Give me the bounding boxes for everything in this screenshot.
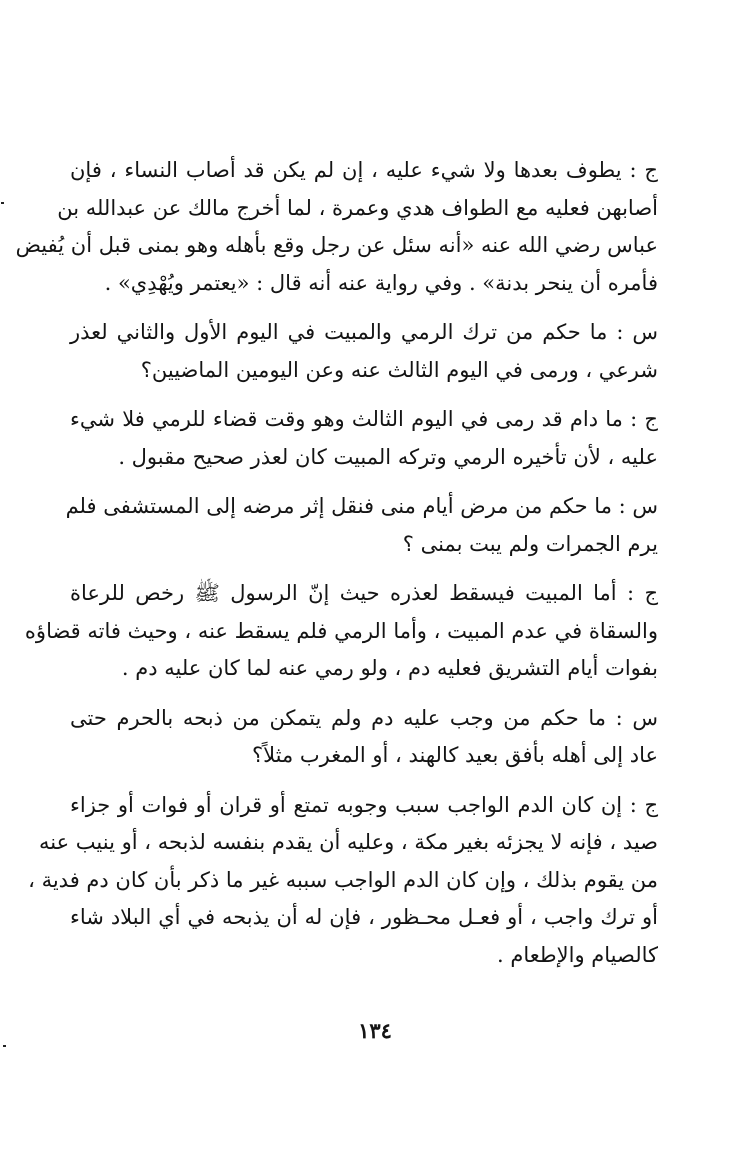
text-line: س : ما حكم من ترك الرمي والمبيت في اليوم الأول والثاني لعذر [70, 320, 658, 344]
text-line: شرعي ، ورمى في اليوم الثالث عنه وعن اليومين الماضيين؟ [140, 357, 658, 382]
text-line: عليه ، لأن تأخيره الرمي وتركه المبيت كان لعذر صحيح مقبول . [118, 444, 658, 469]
answer-paragraph-3 [24, 575, 658, 688]
text-line: يرم الجمرات ولم يبت بمنى ؟ [402, 531, 658, 556]
answer-paragraph-4 [28, 787, 658, 975]
text-line: أو ترك واجب ، أو فعـل محـظور ، فإن له أن يذبحه في أي البلاد شاء [70, 905, 658, 929]
text-line: ج : أما المبيت فيسقط لعذره حيث إنّ الرسول ﷺ رخص للرعاة [70, 581, 658, 605]
text-line: فأمره أن ينحر بدنة» . وفي رواية عنه أنه قال : «يعتمر ويُهْدِي» . [104, 270, 658, 295]
question-paragraph-3 [70, 700, 658, 775]
text-line: ج : ما دام قد رمى في اليوم الثالث وهو وقت قضاء للرمي فلا شيء [70, 407, 658, 431]
text-line: س : ما حكم من وجب عليه دم ولم يتمكن من ذبحه بالحرم حتى [70, 705, 658, 730]
text-line: بفوات أيام التشريق فعليه دم ، ولو رمي عنه لما كان عليه دم . [121, 656, 658, 680]
page-body [15, 152, 658, 986]
text-line: ج : إن كان الدم الواجب سبب وجوبه تمتع أو قران أو فوات أو جزاء [70, 792, 658, 817]
answer-paragraph-1 [15, 152, 658, 302]
text-line: والسقاة في عدم المبيت ، وأما الرمي فلم يسقط عنه ، وحيث فاته قضاؤه [24, 618, 658, 643]
question-paragraph-1 [70, 314, 658, 389]
page-number: ١٣٤ [358, 1018, 392, 1043]
scan-mark [3, 1045, 6, 1047]
text-line: ج : يطوف بعدها ولا شيء عليه ، إن لم يكن قد أصاب النساء ، فإن [70, 158, 658, 182]
text-line: عباس رضي الله عنه «أنه سئل عن رجل وقع بأهله وهو بمنى قبل أن يُفيض [15, 233, 658, 257]
text-line: كالصيام والإطعام . [497, 942, 658, 967]
text-line: من يقوم بذلك ، وإن كان الدم الواجب سببه غير ما ذكر بأن كان دم فدية ، [28, 867, 658, 892]
text-line: عاد إلى أهله بأفق بعيد كالهند ، أو المغرب مثلاً؟ [251, 743, 658, 767]
question-paragraph-2 [65, 488, 658, 563]
scan-mark [1, 202, 4, 204]
text-line: صيد ، فإنه لا يجزئه بغير مكة ، وعليه أن يقدم بنفسه لذبحه ، أو ينيب عنه [38, 830, 658, 854]
text-line: س : ما حكم من مرض أيام منى فنقل إثر مرضه إلى المستشفى فلم [65, 494, 658, 518]
text-line: أصابهن فعليه مع الطواف هدي وعمرة ، لما أخرج مالك عن عبدالله بن [57, 195, 658, 220]
answer-paragraph-2 [70, 401, 658, 476]
